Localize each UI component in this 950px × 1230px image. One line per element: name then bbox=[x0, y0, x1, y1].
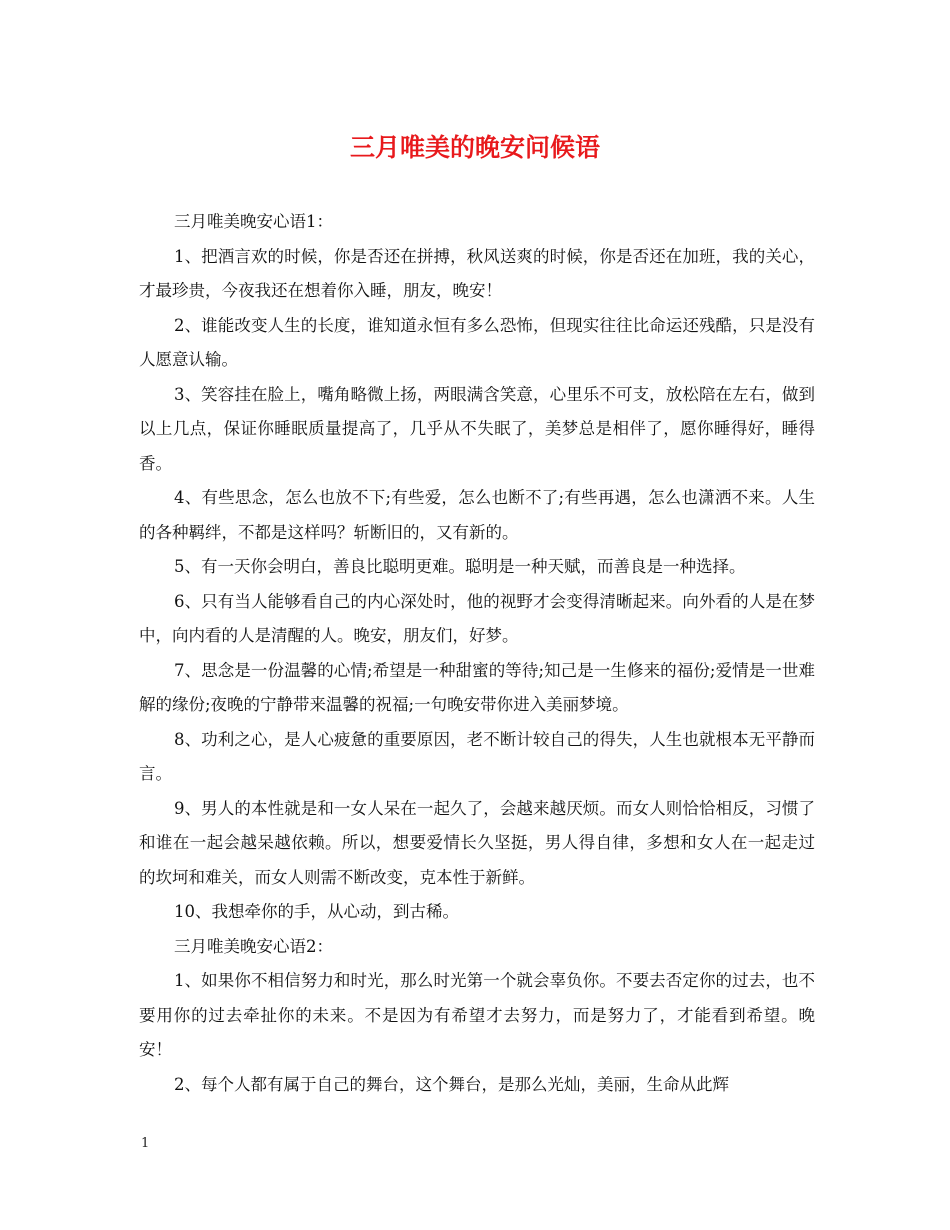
document-body bbox=[139, 205, 815, 1102]
paragraph: 3、笑容挂在脸上，嘴角略微上扬，两眼满含笑意，心里乐不可支，放松陪在左右，做到以上几点，保证你睡眠质量提高了，几乎从不失眠了，美梦总是相伴了，愿你睡得好，睡得香。 bbox=[139, 384, 815, 473]
paragraph: 10、我想牵你的手，从心动，到古稀。 bbox=[174, 902, 459, 921]
paragraph: 2、每个人都有属于自己的舞台，这个舞台，是那么光灿，美丽，生命从此辉 bbox=[174, 1074, 729, 1094]
paragraph: 三月唯美晚安心语2： bbox=[174, 936, 333, 956]
paragraph: 7、思念是一份温馨的心情;希望是一种甜蜜的等待;知己是一生修来的福份;爱情是一世难解的缘份;夜晚的宁静带来温馨的祝福;一句晚安带你进入美丽梦境。 bbox=[139, 660, 815, 714]
paragraph: 三月唯美晚安心语1： bbox=[174, 212, 333, 231]
page-title: 三月唯美的晚安问候语 bbox=[349, 133, 600, 162]
paragraph: 4、有些思念，怎么也放不下;有些爱，怎么也断不了;有些再遇，怎么也潇洒不来。人生的各种羁绊，不都是这样吗？斩断旧的，又有新的。 bbox=[139, 488, 815, 542]
paragraph: 5、有一天你会明白，善良比聪明更难。聪明是一种天赋，而善良是一种选择。 bbox=[174, 557, 746, 576]
paragraph: 1、把酒言欢的时候，你是否还在拼搏，秋风送爽的时候，你是否还在加班，我的关心，才最珍贵，今夜我还在想着你入睡，朋友，晚安！ bbox=[139, 246, 815, 300]
paragraph: 8、功利之心，是人心疲惫的重要原因，老不断计较自己的得失，人生也就根本无平静而言。 bbox=[139, 729, 815, 783]
page-number: 1 bbox=[141, 1136, 150, 1151]
paragraph: 2、谁能改变人生的长度，谁知道永恒有多么恐怖，但现实往往比命运还残酷，只是没有人愿意认输。 bbox=[139, 315, 815, 369]
paragraph: 1、如果你不相信努力和时光，那么时光第一个就会辜负你。不要去否定你的过去，也不要用你的过去牵扯你的未来。不是因为有希望才去努力，而是努力了，才能看到希望。晚安！ bbox=[139, 971, 815, 1059]
paragraph: 9、男人的本性就是和一女人呆在一起久了，会越来越厌烦。而女人则恰恰相反，习惯了和谁在一起会越呆越依赖。所以，想要爱情长久坚挺，男人得自律，多想和女人在一起走过的坎坷和难关，而女人则需不断改变，克本性于新鲜。 bbox=[139, 798, 815, 887]
paragraph: 6、只有当人能够看自己的内心深处时，他的视野才会变得清晰起来。向外看的人是在梦中，向内看的人是清醒的人。晚安，朋友们，好梦。 bbox=[139, 591, 815, 645]
